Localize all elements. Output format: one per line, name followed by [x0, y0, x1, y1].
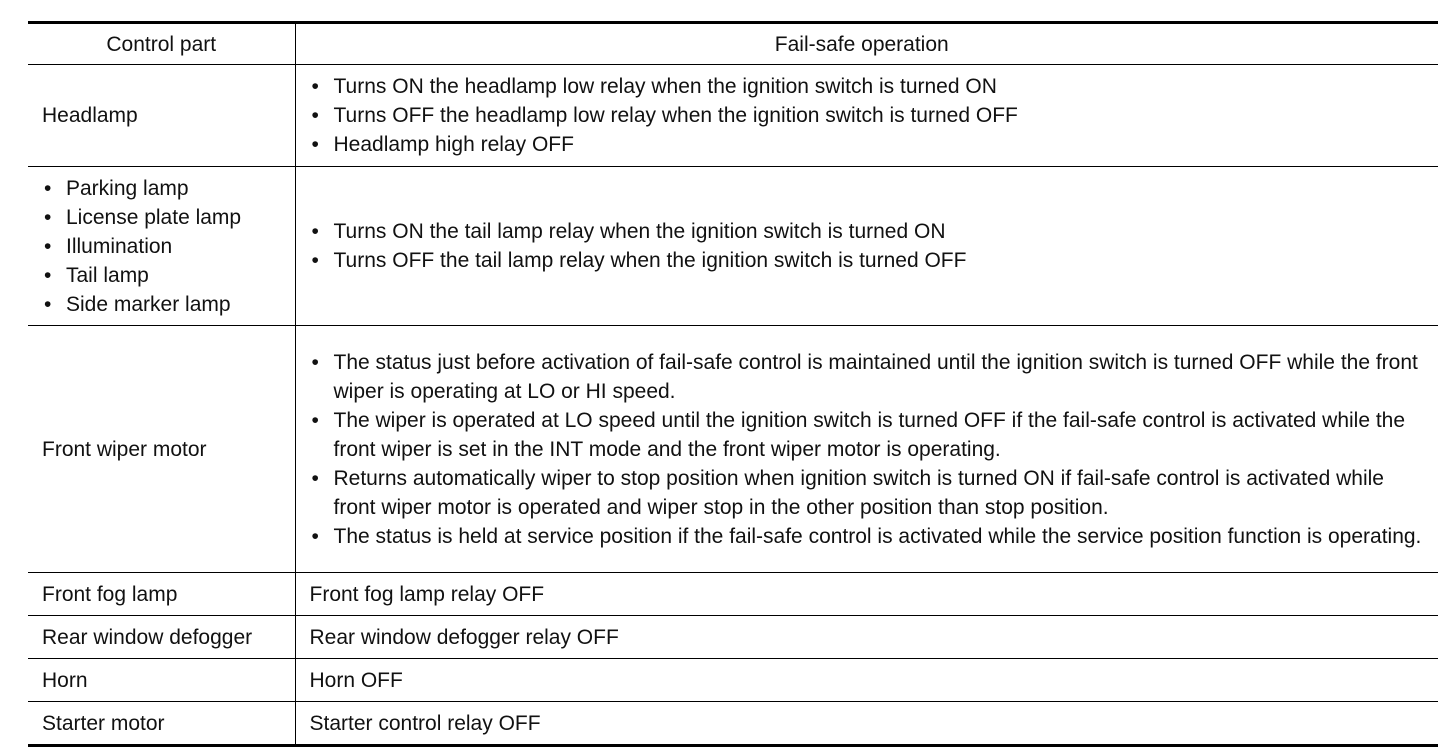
table-row-headlamp	[28, 65, 1438, 167]
control-part-item: • Tail lamp	[42, 261, 295, 290]
operation-item: • Turns ON the headlamp low relay when the ignition switch is turned ON	[310, 72, 1429, 101]
control-part-item: • License plate lamp	[42, 203, 295, 232]
operation-cell: Horn OFF	[295, 659, 1438, 702]
table-row-horn	[28, 659, 1438, 702]
operation-cell: Starter control relay OFF	[309, 711, 541, 735]
operation-cell: Front fog lamp relay OFF	[295, 573, 1438, 616]
operation-cell	[295, 65, 1438, 167]
operation-list	[310, 72, 1429, 159]
operation-item: • The status just before activation of fail-safe control is maintained until the ignition switch is turned OFF while the front wiper is operating at LO or HI speed.	[310, 348, 1429, 406]
fail-safe-table	[28, 21, 1438, 747]
operation-list	[310, 217, 1429, 275]
table-row-starter-motor	[28, 702, 1438, 746]
table-row-rear-window-defogger	[28, 616, 1438, 659]
control-part-list	[42, 174, 295, 319]
operation-cell: Rear window defogger relay OFF	[295, 616, 1438, 659]
control-part-cell: Rear window defogger	[28, 616, 295, 659]
control-part-cell: Headlamp	[28, 65, 295, 167]
table-row-front-fog-lamp	[28, 573, 1438, 616]
operation-item: • Headlamp high relay OFF	[310, 130, 1429, 159]
operation-item: • Turns OFF the headlamp low relay when the ignition switch is turned OFF	[310, 101, 1429, 130]
operation-item: • Turns OFF the tail lamp relay when the ignition switch is turned OFF	[310, 246, 1429, 275]
operation-item: • Turns ON the tail lamp relay when the ignition switch is turned ON	[310, 217, 1429, 246]
control-part-item: • Parking lamp	[42, 174, 295, 203]
operation-cell	[295, 167, 1438, 326]
operation-item: • The status is held at service position if the fail-safe control is activated while the service position function is operating.	[310, 522, 1429, 551]
operation-item: • Returns automatically wiper to stop position when ignition switch is turned ON if fail-safe control is activated while front wiper motor is operated and wiper stop in the other position than stop position.	[310, 464, 1429, 522]
control-part-item: • Side marker lamp	[42, 290, 295, 319]
operation-list	[310, 348, 1429, 551]
header-fail-safe-operation: Fail-safe operation	[295, 23, 1438, 65]
table-row-front-wiper-motor	[28, 326, 1438, 573]
header-control-part: Control part	[28, 23, 295, 65]
operation-cell	[295, 326, 1438, 573]
control-part-cell: Horn	[28, 659, 295, 702]
table-row-lamps	[28, 167, 1438, 326]
table-header-row	[28, 23, 1438, 65]
control-part-cell: Front wiper motor	[28, 326, 295, 573]
operation-item: • The wiper is operated at LO speed until the ignition switch is turned OFF if the fail-safe control is activated while the front wiper is set in the INT mode and the front wiper motor is operating.	[310, 406, 1429, 464]
control-part-cell	[28, 167, 295, 326]
control-part-item: • Illumination	[42, 232, 295, 261]
control-part-cell: Starter motor	[28, 702, 295, 746]
control-part-cell: Front fog lamp	[28, 573, 295, 616]
